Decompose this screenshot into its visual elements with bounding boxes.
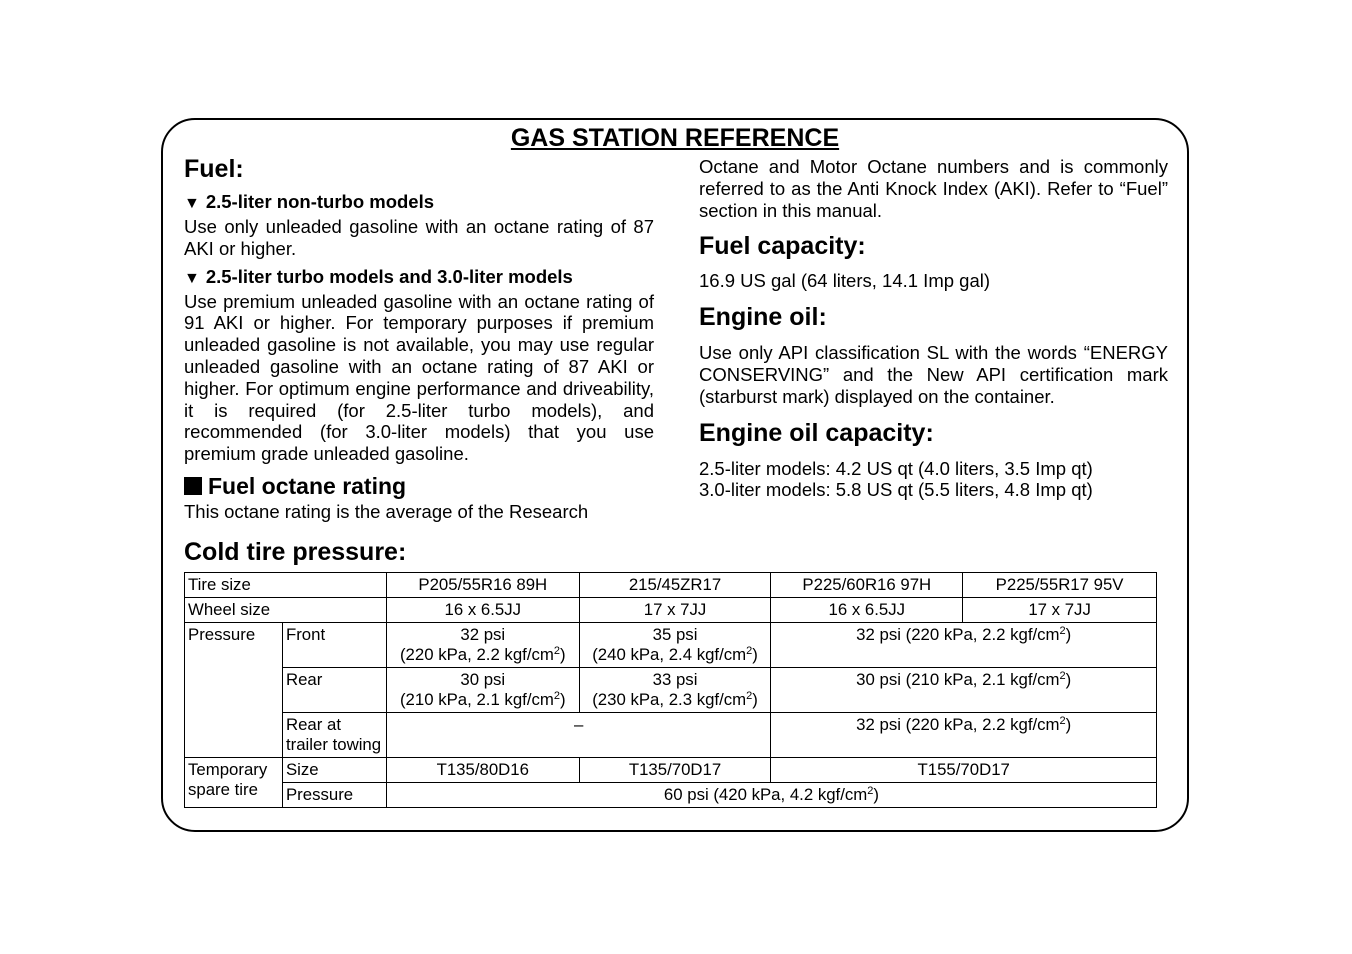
wheel-size-cell: 17 x 7JJ (963, 598, 1157, 623)
exponent: 2 (1059, 670, 1066, 682)
triangle-down-icon: ▼ (184, 269, 200, 287)
tire-size-cell: 215/45ZR17 (579, 573, 771, 598)
table-row (185, 758, 1157, 783)
octane-text-start: This octane rating is the average of the Research (184, 500, 589, 522)
exponent: 2 (553, 645, 560, 657)
exponent: 2 (867, 785, 874, 797)
wheel-size-cell: 16 x 6.5JJ (386, 598, 579, 623)
metric-value: (230 kPa, 2.3 kgf/cm (592, 690, 747, 709)
table-row (185, 573, 1157, 598)
rear-towing-cell: – (386, 713, 771, 758)
cold-tire-heading: Cold tire pressure: (184, 538, 407, 566)
square-bullet-icon (184, 477, 202, 495)
temporary-spare-label: Temporary spare tire (185, 758, 283, 808)
non-turbo-text: Use only unleaded gasoline with an octane rating of 87 AKI or higher. (184, 216, 654, 259)
close-paren: ) (1065, 625, 1072, 644)
metric-value: (210 kPa, 2.1 kgf/cm (399, 690, 554, 709)
table-row (185, 623, 1157, 668)
table-row (185, 598, 1157, 623)
tire-pressure-table (184, 572, 1157, 808)
turbo-text: Use premium unleaded gasoline with an octane rating of 91 AKI or higher. For temporary purposes if premium unleaded gasoline is not available, you may use regular unleaded gasoline with an octane rating of 87 AKI or higher. For optimum engine performance and driveability, it is required (for 2.5-liter turbo models), and recommended (for 3.0-liter models) that you use premium grade unleaded gasoline. (184, 290, 654, 465)
wheel-size-label: Wheel size (185, 598, 387, 623)
exponent: 2 (746, 645, 753, 657)
tire-size-label: Tire size (185, 573, 387, 598)
table-row (185, 668, 1157, 713)
close-paren: ) (873, 785, 879, 804)
psi-value: 32 psi (460, 625, 506, 644)
spare-size-cell: T135/70D17 (579, 758, 771, 783)
right-column (699, 156, 1168, 501)
octane-heading-label: Fuel octane rating (208, 472, 407, 499)
close-paren: ) (752, 690, 758, 709)
engine-oil-capacity-line2: 3.0-liter models: 5.8 US qt (5.5 liters, 4.8 Imp qt) (699, 479, 1093, 501)
table-row (185, 713, 1157, 758)
front-label: Front (282, 623, 386, 668)
tire-size-cell: P225/60R16 97H (771, 573, 963, 598)
tire-size-cell: P205/55R16 89H (386, 573, 579, 598)
rear-pressure-cell (771, 668, 1157, 713)
front-pressure-cell (579, 623, 771, 668)
rear-pressure-cell (386, 668, 579, 713)
metric-value: (240 kPa, 2.4 kgf/cm (592, 645, 747, 664)
spare-pressure-cell (386, 783, 1156, 808)
close-paren: ) (1065, 715, 1072, 734)
turbo-heading-label: 2.5-liter turbo models and 3.0-liter models (205, 265, 573, 287)
pressure-value: 32 psi (220 kPa, 2.2 kgf/cm (856, 625, 1060, 644)
wheel-size-cell: 17 x 7JJ (579, 598, 771, 623)
engine-oil-heading: Engine oil: (699, 303, 827, 332)
close-paren: ) (559, 645, 566, 664)
spare-size-cell: T135/80D16 (386, 758, 579, 783)
turbo-heading (184, 265, 654, 291)
spare-size-cell: T155/70D17 (771, 758, 1157, 783)
pressure-value: 30 psi (210 kPa, 2.1 kgf/cm (856, 670, 1060, 689)
table-row (185, 783, 1157, 808)
rear-towing-cell (771, 713, 1157, 758)
close-paren: ) (752, 645, 758, 664)
exponent: 2 (1059, 715, 1066, 727)
close-paren: ) (1065, 670, 1072, 689)
psi-value: 35 psi (652, 625, 698, 644)
fuel-capacity-heading: Fuel capacity: (699, 232, 866, 261)
front-pressure-cell (386, 623, 579, 668)
fuel-heading: Fuel: (184, 155, 244, 183)
tire-size-cell: P225/55R17 95V (963, 573, 1157, 598)
engine-oil-text: Use only API classification SL with the words “ENERGY CONSERVING” and the New API certification mark (starburst mark) displayed on the container. (699, 342, 1168, 407)
pressure-label: Pressure (185, 623, 283, 758)
fuel-section (184, 152, 654, 523)
octane-heading (184, 471, 654, 501)
metric-value: (220 kPa, 2.2 kgf/cm (399, 645, 554, 664)
rear-pressure-cell (579, 668, 771, 713)
exponent: 2 (553, 690, 560, 702)
rear-towing-label: Rear at trailer towing (282, 713, 386, 758)
non-turbo-heading-label: 2.5-liter non-turbo models (205, 191, 435, 212)
spare-size-label: Size (282, 758, 386, 783)
engine-oil-capacity-line1: 2.5-liter models: 4.2 US qt (4.0 liters, 3.5 Imp qt) (699, 457, 1093, 479)
rear-label: Rear (282, 668, 386, 713)
exponent: 2 (1059, 625, 1066, 637)
pressure-value: 60 psi (420 kPa, 4.2 kgf/cm (663, 785, 868, 804)
octane-text-end: Octane and Motor Octane numbers and is commonly referred to as the Anti Knock Index (AKI). Refer to “Fuel” section in this manual. (699, 156, 1168, 221)
fuel-capacity-text: 16.9 US gal (64 liters, 14.1 Imp gal) (699, 270, 991, 292)
spare-pressure-label: Pressure (282, 783, 386, 808)
exponent: 2 (746, 690, 753, 702)
triangle-down-icon: ▼ (184, 195, 200, 212)
non-turbo-heading (184, 190, 654, 216)
engine-oil-capacity-heading: Engine oil capacity: (699, 418, 934, 447)
psi-value: 33 psi (652, 670, 698, 689)
close-paren: ) (559, 690, 566, 709)
psi-value: 30 psi (460, 670, 506, 689)
page-title: GAS STATION REFERENCE (510, 124, 840, 152)
wheel-size-cell: 16 x 6.5JJ (771, 598, 963, 623)
pressure-value: 32 psi (220 kPa, 2.2 kgf/cm (856, 715, 1060, 734)
front-pressure-cell (771, 623, 1157, 668)
